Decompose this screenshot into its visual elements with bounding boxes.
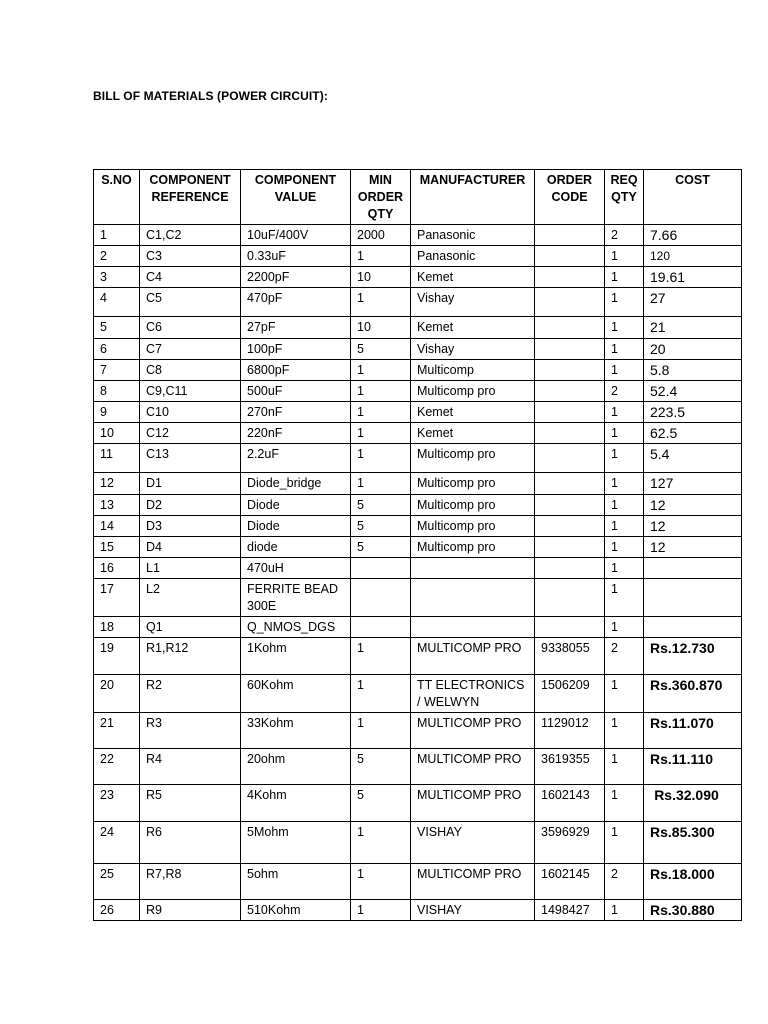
cell-req-qty: 1 (605, 317, 644, 339)
cell-manufacturer: MULTICOMP PRO (411, 785, 535, 822)
cell-sno: 18 (94, 617, 140, 638)
cell-order-code (535, 339, 605, 360)
cell-order-code (535, 473, 605, 495)
cell-reference: D4 (140, 537, 241, 558)
cell-manufacturer: Multicomp pro (411, 473, 535, 495)
cell-value: Q_NMOS_DGS (241, 617, 351, 638)
cell-order-code (535, 288, 605, 317)
cell-reference: C10 (140, 402, 241, 423)
cell-reference: D1 (140, 473, 241, 495)
cell-value: 100pF (241, 339, 351, 360)
cell-value: 470pF (241, 288, 351, 317)
cell-reference: C3 (140, 246, 241, 267)
cell-req-qty: 1 (605, 444, 644, 473)
cell-req-qty: 1 (605, 713, 644, 749)
cell-cost: 62.5 (644, 423, 742, 444)
cell-value: 2200pF (241, 267, 351, 288)
cell-manufacturer: Multicomp (411, 360, 535, 381)
table-row (94, 381, 742, 402)
cell-value: FERRITE BEAD 300E (241, 579, 351, 617)
cell-reference: C13 (140, 444, 241, 473)
cell-req-qty: 1 (605, 579, 644, 617)
cell-sno: 24 (94, 822, 140, 864)
cell-min-order-qty: 1 (351, 675, 411, 713)
cell-reference: C6 (140, 317, 241, 339)
cell-cost: Rs.12.730 (644, 638, 742, 675)
cell-value: 33Kohm (241, 713, 351, 749)
cell-min-order-qty: 5 (351, 785, 411, 822)
cell-req-qty: 2 (605, 638, 644, 675)
cell-manufacturer (411, 579, 535, 617)
cell-reference: C8 (140, 360, 241, 381)
cell-manufacturer: Multicomp pro (411, 516, 535, 537)
cell-req-qty: 1 (605, 339, 644, 360)
cell-manufacturer: MULTICOMP PRO (411, 749, 535, 785)
table-row (94, 749, 742, 785)
table-row (94, 225, 742, 246)
cell-reference: C5 (140, 288, 241, 317)
cell-sno: 22 (94, 749, 140, 785)
cell-sno: 25 (94, 864, 140, 900)
cell-sno: 26 (94, 900, 140, 921)
cell-req-qty: 1 (605, 246, 644, 267)
table-row (94, 423, 742, 444)
cell-req-qty: 1 (605, 749, 644, 785)
cell-reference: D3 (140, 516, 241, 537)
cell-value: Diode (241, 495, 351, 516)
cell-reference: Q1 (140, 617, 241, 638)
cell-sno: 12 (94, 473, 140, 495)
cell-manufacturer (411, 558, 535, 579)
cell-manufacturer: Panasonic (411, 246, 535, 267)
cell-cost: 12 (644, 495, 742, 516)
cell-value: 60Kohm (241, 675, 351, 713)
cell-cost: 127 (644, 473, 742, 495)
cell-cost: 12 (644, 537, 742, 558)
bom-table (93, 169, 742, 921)
cell-req-qty: 1 (605, 360, 644, 381)
cell-cost: Rs.11.070 (644, 713, 742, 749)
cell-reference: D2 (140, 495, 241, 516)
cell-min-order-qty: 5 (351, 516, 411, 537)
cell-value: 5Mohm (241, 822, 351, 864)
cell-min-order-qty: 5 (351, 339, 411, 360)
cell-cost: 12 (644, 516, 742, 537)
cell-req-qty: 1 (605, 516, 644, 537)
cell-min-order-qty: 1 (351, 381, 411, 402)
cell-sno: 17 (94, 579, 140, 617)
cell-reference: R9 (140, 900, 241, 921)
cell-sno: 11 (94, 444, 140, 473)
cell-sno: 6 (94, 339, 140, 360)
table-row (94, 617, 742, 638)
cell-cost: 27 (644, 288, 742, 317)
cell-req-qty: 1 (605, 537, 644, 558)
cell-order-code: 3619355 (535, 749, 605, 785)
cell-order-code: 1498427 (535, 900, 605, 921)
table-row (94, 713, 742, 749)
cell-manufacturer: Multicomp pro (411, 444, 535, 473)
cell-req-qty: 2 (605, 864, 644, 900)
cell-min-order-qty: 1 (351, 246, 411, 267)
cell-min-order-qty: 1 (351, 423, 411, 444)
cell-reference: C1,C2 (140, 225, 241, 246)
cell-min-order-qty: 1 (351, 360, 411, 381)
cell-value: diode (241, 537, 351, 558)
cell-value: Diode_bridge (241, 473, 351, 495)
header-cost: COST (644, 170, 742, 225)
table-row (94, 339, 742, 360)
table-row (94, 638, 742, 675)
cell-cost: 20 (644, 339, 742, 360)
cell-sno: 3 (94, 267, 140, 288)
cell-reference: C7 (140, 339, 241, 360)
cell-req-qty: 2 (605, 381, 644, 402)
cell-req-qty: 1 (605, 822, 644, 864)
cell-value: 1Kohm (241, 638, 351, 675)
header-manufacturer: MANUFACTURER (411, 170, 535, 225)
cell-order-code (535, 495, 605, 516)
cell-min-order-qty: 10 (351, 317, 411, 339)
cell-order-code: 9338055 (535, 638, 605, 675)
header-row (94, 170, 742, 225)
cell-order-code (535, 225, 605, 246)
cell-sno: 19 (94, 638, 140, 675)
cell-manufacturer: Vishay (411, 288, 535, 317)
cell-manufacturer: Panasonic (411, 225, 535, 246)
cell-manufacturer: Kemet (411, 267, 535, 288)
cell-sno: 14 (94, 516, 140, 537)
cell-reference: R7,R8 (140, 864, 241, 900)
cell-req-qty: 1 (605, 288, 644, 317)
cell-sno: 10 (94, 423, 140, 444)
cell-order-code (535, 246, 605, 267)
cell-min-order-qty: 10 (351, 267, 411, 288)
cell-value: 6800pF (241, 360, 351, 381)
cell-req-qty: 1 (605, 495, 644, 516)
table-row (94, 822, 742, 864)
cell-value: 27pF (241, 317, 351, 339)
cell-req-qty: 1 (605, 473, 644, 495)
cell-min-order-qty: 1 (351, 864, 411, 900)
cell-order-code (535, 558, 605, 579)
cell-min-order-qty: 1 (351, 638, 411, 675)
cell-value: 220nF (241, 423, 351, 444)
cell-order-code: 3596929 (535, 822, 605, 864)
table-row (94, 317, 742, 339)
cell-cost: 120 (644, 246, 742, 267)
cell-req-qty: 1 (605, 900, 644, 921)
cell-order-code (535, 317, 605, 339)
cell-req-qty: 1 (605, 617, 644, 638)
cell-cost (644, 579, 742, 617)
cell-sno: 16 (94, 558, 140, 579)
cell-sno: 2 (94, 246, 140, 267)
cell-sno: 4 (94, 288, 140, 317)
cell-min-order-qty: 5 (351, 495, 411, 516)
table-row (94, 444, 742, 473)
cell-value: 5ohm (241, 864, 351, 900)
cell-value: 2.2uF (241, 444, 351, 473)
cell-sno: 8 (94, 381, 140, 402)
cell-manufacturer: MULTICOMP PRO (411, 638, 535, 675)
cell-reference: L1 (140, 558, 241, 579)
cell-cost: Rs.30.880 (644, 900, 742, 921)
cell-value: 0.33uF (241, 246, 351, 267)
cell-order-code (535, 444, 605, 473)
cell-reference: C12 (140, 423, 241, 444)
cell-reference: R2 (140, 675, 241, 713)
cell-req-qty: 1 (605, 402, 644, 423)
table-row (94, 864, 742, 900)
cell-sno: 21 (94, 713, 140, 749)
cell-reference: R5 (140, 785, 241, 822)
cell-value: Diode (241, 516, 351, 537)
cell-order-code (535, 360, 605, 381)
cell-value: 470uH (241, 558, 351, 579)
cell-manufacturer: Multicomp pro (411, 495, 535, 516)
cell-value: 510Kohm (241, 900, 351, 921)
cell-min-order-qty: 5 (351, 537, 411, 558)
cell-cost: Rs.360.870 (644, 675, 742, 713)
cell-manufacturer: Multicomp pro (411, 537, 535, 558)
cell-manufacturer: Kemet (411, 402, 535, 423)
header-component-value: COMPONENT VALUE (241, 170, 351, 225)
document-title: BILL OF MATERIALS (POWER CIRCUIT): (93, 89, 328, 103)
cell-order-code: 1602143 (535, 785, 605, 822)
table-row (94, 675, 742, 713)
cell-min-order-qty: 1 (351, 473, 411, 495)
cell-order-code: 1602145 (535, 864, 605, 900)
cell-cost: 19.61 (644, 267, 742, 288)
table-row (94, 246, 742, 267)
header-order-code: ORDER CODE (535, 170, 605, 225)
header-sno: S.NO (94, 170, 140, 225)
cell-req-qty: 1 (605, 423, 644, 444)
cell-order-code (535, 423, 605, 444)
cell-cost: 5.4 (644, 444, 742, 473)
cell-cost: 52.4 (644, 381, 742, 402)
cell-reference: R4 (140, 749, 241, 785)
table-row (94, 537, 742, 558)
cell-req-qty: 1 (605, 558, 644, 579)
cell-sno: 1 (94, 225, 140, 246)
cell-min-order-qty: 1 (351, 900, 411, 921)
cell-value: 10uF/400V (241, 225, 351, 246)
table-row (94, 402, 742, 423)
table-row (94, 516, 742, 537)
cell-order-code: 1506209 (535, 675, 605, 713)
cell-order-code (535, 267, 605, 288)
cell-order-code (535, 537, 605, 558)
cell-req-qty: 1 (605, 267, 644, 288)
cell-order-code (535, 381, 605, 402)
cell-manufacturer: MULTICOMP PRO (411, 864, 535, 900)
cell-min-order-qty: 5 (351, 749, 411, 785)
cell-cost: 7.66 (644, 225, 742, 246)
table-row (94, 785, 742, 822)
cell-manufacturer: Kemet (411, 317, 535, 339)
cell-order-code (535, 617, 605, 638)
cell-cost (644, 617, 742, 638)
cell-reference: C9,C11 (140, 381, 241, 402)
table-row (94, 495, 742, 516)
cell-min-order-qty: 1 (351, 288, 411, 317)
table-row (94, 900, 742, 921)
cell-value: 270nF (241, 402, 351, 423)
cell-value: 500uF (241, 381, 351, 402)
cell-cost: Rs.18.000 (644, 864, 742, 900)
cell-cost (644, 558, 742, 579)
cell-min-order-qty: 1 (351, 402, 411, 423)
cell-cost: 223.5 (644, 402, 742, 423)
table-row (94, 579, 742, 617)
cell-req-qty: 2 (605, 225, 644, 246)
cell-manufacturer: MULTICOMP PRO (411, 713, 535, 749)
cell-cost: Rs.32.090 (644, 785, 742, 822)
cell-manufacturer: Multicomp pro (411, 381, 535, 402)
cell-reference: R3 (140, 713, 241, 749)
cell-reference: L2 (140, 579, 241, 617)
cell-order-code (535, 579, 605, 617)
cell-manufacturer: VISHAY (411, 900, 535, 921)
cell-order-code (535, 402, 605, 423)
header-component-reference: COMPONENT REFERENCE (140, 170, 241, 225)
header-req-qty: REQ QTY (605, 170, 644, 225)
cell-manufacturer: TT ELECTRONICS / WELWYN (411, 675, 535, 713)
cell-sno: 7 (94, 360, 140, 381)
cell-min-order-qty (351, 579, 411, 617)
cell-reference: C4 (140, 267, 241, 288)
cell-manufacturer: VISHAY (411, 822, 535, 864)
cell-value: 20ohm (241, 749, 351, 785)
cell-sno: 5 (94, 317, 140, 339)
table-row (94, 473, 742, 495)
bom-body (94, 225, 742, 921)
cell-min-order-qty: 1 (351, 444, 411, 473)
cell-sno: 13 (94, 495, 140, 516)
cell-cost: 5.8 (644, 360, 742, 381)
cell-sno: 23 (94, 785, 140, 822)
cell-cost: Rs.85.300 (644, 822, 742, 864)
cell-req-qty: 1 (605, 675, 644, 713)
table-row (94, 360, 742, 381)
cell-reference: R6 (140, 822, 241, 864)
cell-sno: 9 (94, 402, 140, 423)
cell-sno: 15 (94, 537, 140, 558)
table-row (94, 267, 742, 288)
cell-reference: R1,R12 (140, 638, 241, 675)
table-row (94, 558, 742, 579)
cell-value: 4Kohm (241, 785, 351, 822)
cell-min-order-qty: 1 (351, 713, 411, 749)
cell-cost: Rs.11.110 (644, 749, 742, 785)
cell-manufacturer: Vishay (411, 339, 535, 360)
cell-manufacturer: Kemet (411, 423, 535, 444)
cell-sno: 20 (94, 675, 140, 713)
header-min-order-qty: MIN ORDER QTY (351, 170, 411, 225)
table-row (94, 288, 742, 317)
cell-min-order-qty: 1 (351, 822, 411, 864)
cell-order-code: 1129012 (535, 713, 605, 749)
cell-manufacturer (411, 617, 535, 638)
cell-req-qty: 1 (605, 785, 644, 822)
cell-min-order-qty (351, 617, 411, 638)
cell-min-order-qty: 2000 (351, 225, 411, 246)
cell-min-order-qty (351, 558, 411, 579)
cell-order-code (535, 516, 605, 537)
cell-cost: 21 (644, 317, 742, 339)
